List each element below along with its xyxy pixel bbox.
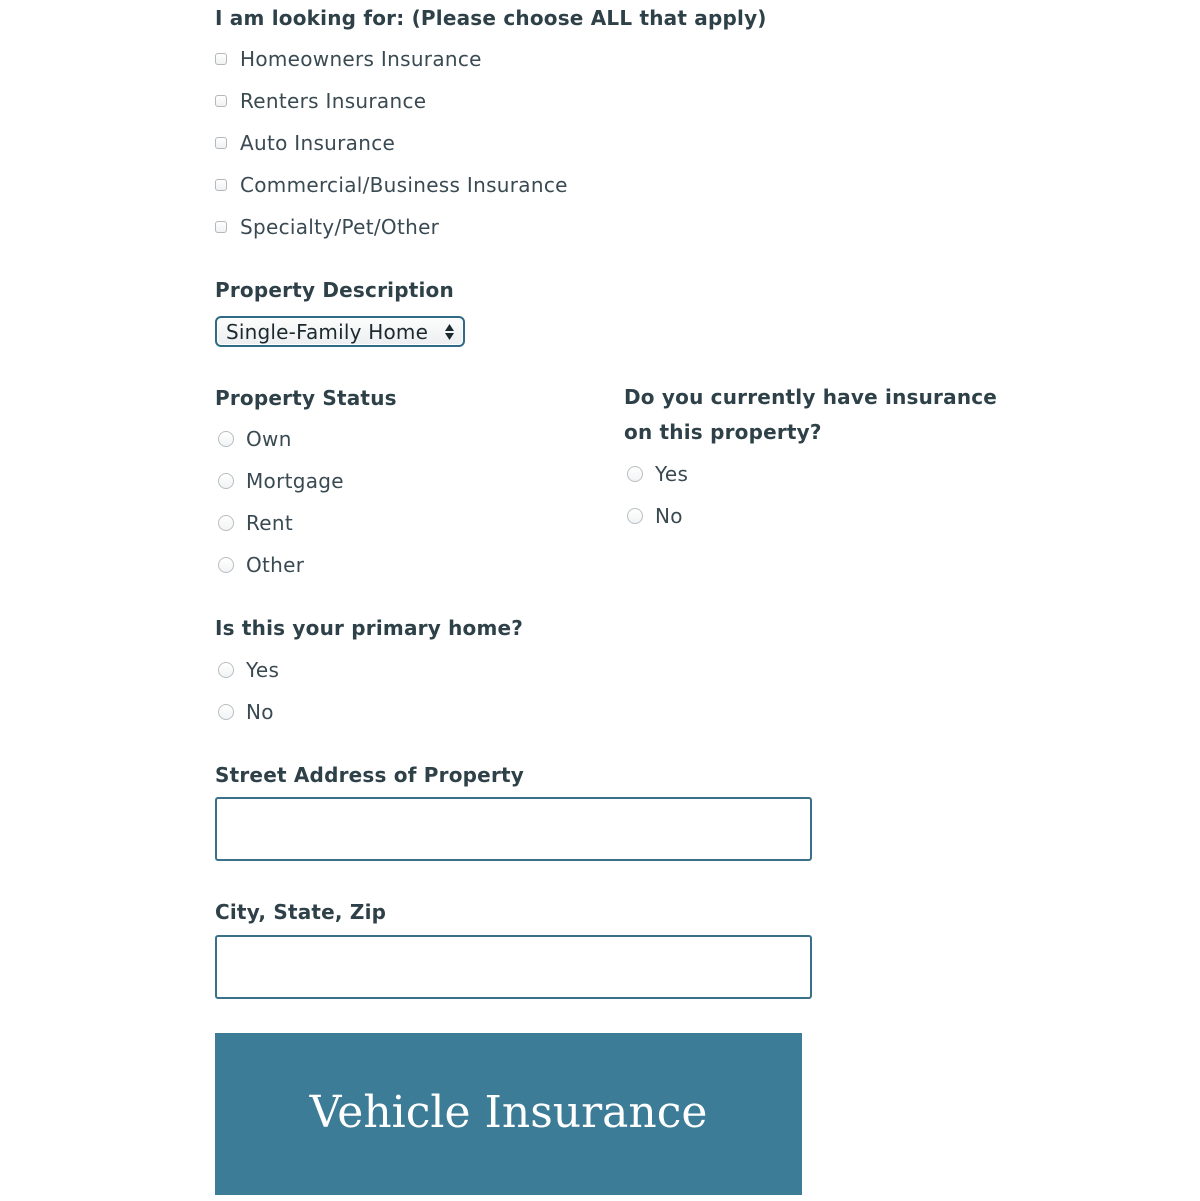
property-status-other-radio[interactable] [218,557,234,573]
property-status-label: Property Status [215,386,397,410]
homeowners-insurance-label[interactable]: Homeowners Insurance [240,47,482,71]
property-description-label: Property Description [215,278,454,302]
primary-home-yes-label[interactable]: Yes [246,658,280,682]
street-address-input[interactable] [215,797,812,861]
current-insurance-yes-label[interactable]: Yes [655,462,689,486]
property-description-selected-value: Single-Family Home [226,320,429,344]
city-state-zip-input[interactable] [215,935,812,999]
street-address-label: Street Address of Property [215,763,524,787]
property-status-mortgage-radio[interactable] [218,473,234,489]
property-status-other-label[interactable]: Other [246,553,305,577]
homeowners-insurance-checkbox[interactable] [215,53,227,65]
primary-home-no-label[interactable]: No [246,700,274,724]
current-insurance-no-radio[interactable] [627,508,643,524]
vehicle-insurance-section-header [215,1033,802,1195]
renters-insurance-checkbox[interactable] [215,95,227,107]
property-status-own-radio[interactable] [218,431,234,447]
specialty-pet-other-checkbox[interactable] [215,221,227,233]
primary-home-yes-radio[interactable] [218,662,234,678]
property-description-select[interactable] [215,316,465,347]
current-insurance-no-label[interactable]: No [655,504,683,528]
vehicle-insurance-section-title: Vehicle Insurance [309,1087,708,1138]
commercial-business-insurance-checkbox[interactable] [215,179,227,191]
coverage-question-label: I am looking for: (Please choose ALL that apply) [215,6,767,30]
primary-home-question-label: Is this your primary home? [215,616,524,640]
property-status-rent-label[interactable]: Rent [246,511,294,535]
auto-insurance-checkbox[interactable] [215,137,227,149]
property-status-rent-radio[interactable] [218,515,234,531]
renters-insurance-label[interactable]: Renters Insurance [240,89,427,113]
current-insurance-question-label: Do you currently have insurance on this property? [624,385,998,444]
commercial-business-insurance-label[interactable]: Commercial/Business Insurance [240,173,568,197]
city-state-zip-label: City, State, Zip [215,900,387,924]
primary-home-no-radio[interactable] [218,704,234,720]
property-status-mortgage-label[interactable]: Mortgage [246,469,344,493]
current-insurance-yes-radio[interactable] [627,466,643,482]
auto-insurance-label[interactable]: Auto Insurance [240,131,396,155]
property-status-own-label[interactable]: Own [246,427,292,451]
select-updown-arrows-icon [444,322,455,342]
specialty-pet-other-label[interactable]: Specialty/Pet/Other [240,215,440,239]
